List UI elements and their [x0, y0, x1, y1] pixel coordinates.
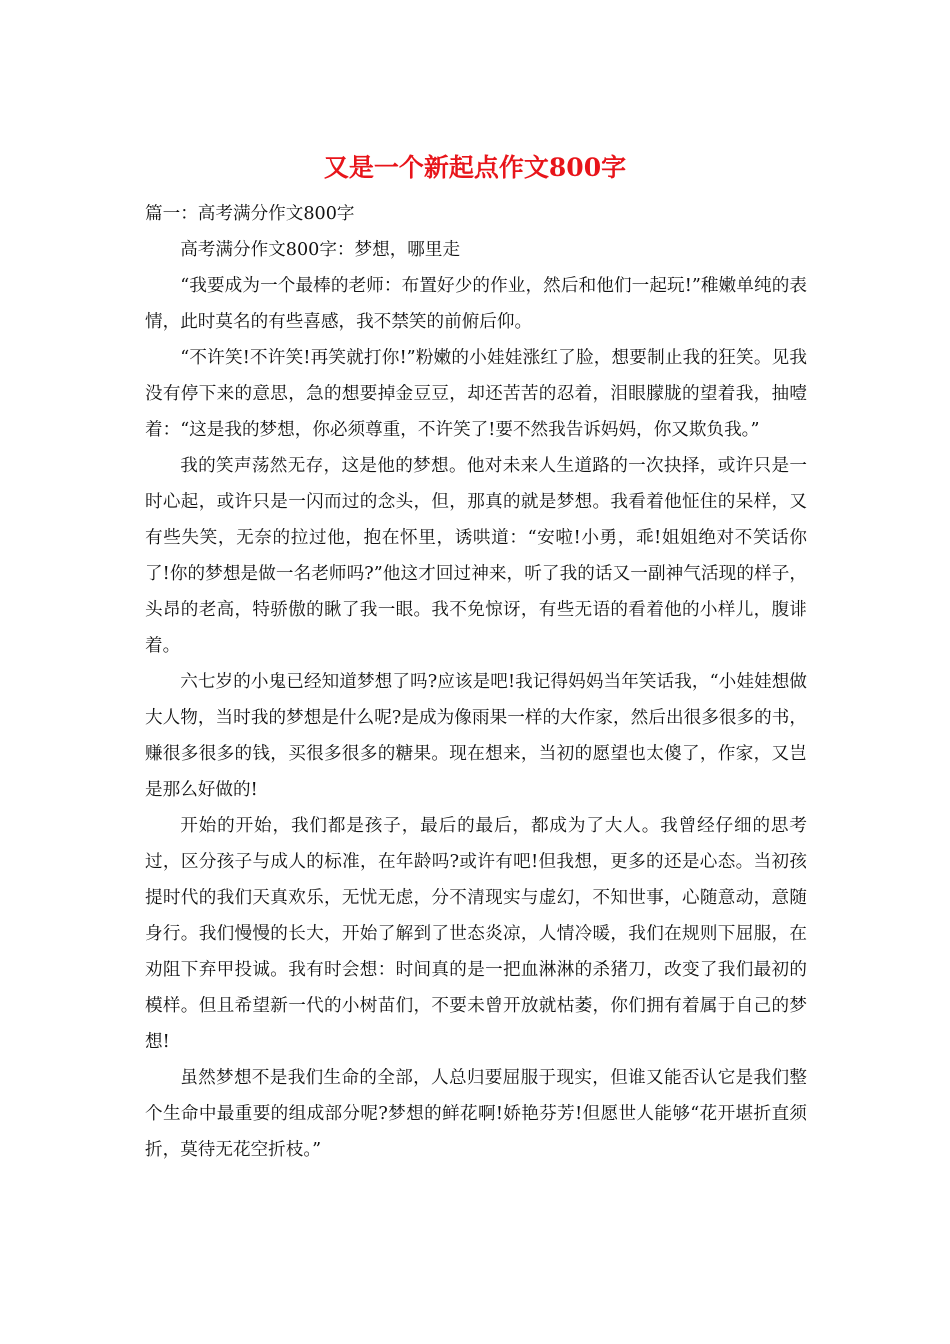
paragraph: “不许笑!不许笑!再笑就打你!”粉嫩的小娃娃涨红了脸，想要制止我的狂笑。见我没有停下来的意思，急的想要掉金豆豆，却还苦苦的忍着，泪眼朦胧的望着我，抽噎着：“这是我的梦想，你必须尊重，不许笑了!要不然我告诉妈妈，你又欺负我。” — [145, 348, 807, 440]
section-heading: 篇一：高考满分作文800字 — [145, 204, 355, 224]
essay-subtitle: 高考满分作文800字：梦想，哪里走 — [180, 240, 461, 260]
paragraph: 虽然梦想不是我们生命的全部，人总归要屈服于现实，但谁又能否认它是我们整个生命中最重要的组成部分呢?梦想的鲜花啊!娇艳芬芳!但愿世人能够“花开堪折直须折，莫待无花空折枝。” — [145, 1068, 807, 1160]
paragraph: “我要成为一个最棒的老师：布置好少的作业，然后和他们一起玩!”稚嫩单纯的表情，此时莫名的有些喜感，我不禁笑的前俯后仰。 — [145, 276, 807, 332]
paragraph: 我的笑声荡然无存，这是他的梦想。他对未来人生道路的一次抉择，或许只是一时心起，或许只是一闪而过的念头，但，那真的就是梦想。我看着他怔住的呆样，又有些失笑，无奈的拉过他，抱在怀里，诱哄道：“安啦!小勇，乖!姐姐绝对不笑话你了!你的梦想是做一名老师吗?”他这才回过神来，听了我的话又一副神气活现的样子，头昂的老高，特骄傲的瞅了我一眼。我不免惊讶，有些无语的看着他的小样儿，腹诽着。 — [145, 456, 807, 656]
paragraph: 开始的开始，我们都是孩子，最后的最后，都成为了大人。我曾经仔细的思考过，区分孩子与成人的标准，在年龄吗?或许有吧!但我想，更多的还是心态。当初孩提时代的我们天真欢乐，无忧无虑，分不清现实与虚幻，不知世事，心随意动，意随身行。我们慢慢的长大，开始了解到了世态炎凉，人情冷暖，我们在规则下屈服，在劝阻下弃甲投诚。我有时会想：时间真的是一把血淋淋的杀猪刀，改变了我们最初的模样。但且希望新一代的小树苗们，不要未曾开放就枯萎，你们拥有着属于自己的梦想! — [145, 816, 807, 1052]
document-body — [145, 196, 807, 1168]
paragraph: 六七岁的小鬼已经知道梦想了吗?应该是吧!我记得妈妈当年笑话我，“小娃娃想做大人物，当时我的梦想是什么呢?是成为像雨果一样的大作家，然后出很多很多的书，赚很多很多的钱，买很多很多的糖果。现在想来，当初的愿望也太傻了，作家，又岂是那么好做的! — [145, 672, 807, 800]
document-title: 又是一个新起点作文800字 — [323, 153, 627, 182]
